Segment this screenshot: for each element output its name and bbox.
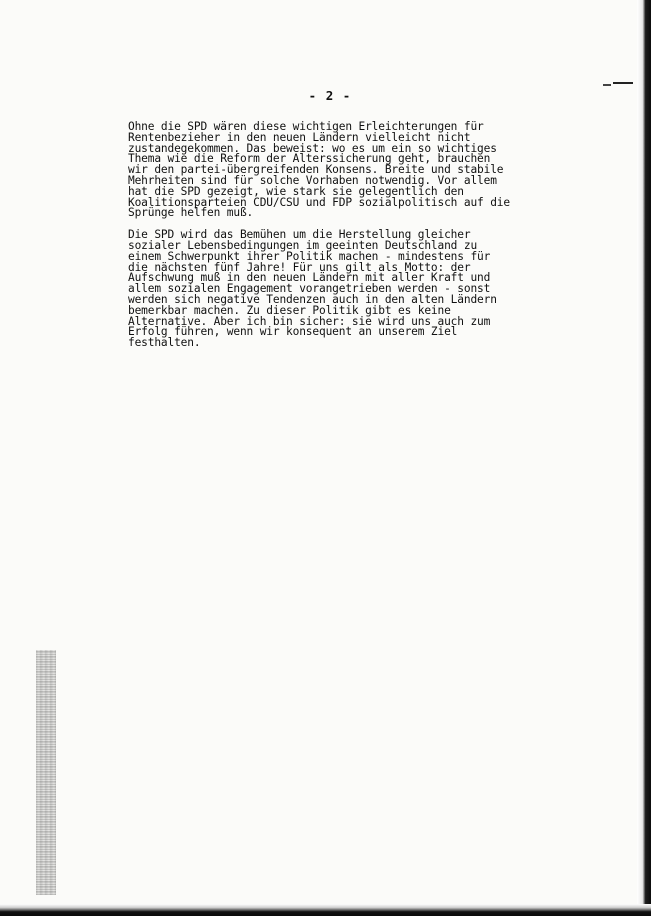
text-line: Sprünge helfen muß. [128, 206, 254, 220]
text-line: Thema wie die Reform der Alterssicherung geht, brauchen [128, 152, 491, 166]
text-line: Koalitionsparteien CDU/CSU und FDP sozialpolitisch auf die [128, 195, 510, 209]
text-line: Aufschwung muß in den neuen Ländern mit aller Kraft und [128, 271, 491, 285]
text-line: Alternative. Aber ich bin sicher: sie wird uns auch zum [128, 314, 491, 328]
text-line: hat die SPD gezeigt, wie stark sie gelegentlich den [128, 184, 464, 198]
scan-mark [603, 84, 611, 86]
text-line: Mehrheiten sind für solche Vorhaben notwendig. Vor allem [128, 173, 497, 187]
text-line: einem Schwerpunkt ihrer Politik machen - mindestens für [128, 249, 491, 263]
text-line: sozialer Lebensbedingungen im geeinten Deutschland zu [128, 238, 478, 252]
text-line: festhalten. [128, 336, 201, 350]
text-line: bemerkbar machen. Zu dieser Politik gibt es keine [128, 303, 451, 317]
text-line: Die SPD wird das Bemühen um die Herstellung gleicher [128, 228, 471, 242]
paragraph-1 [128, 122, 548, 219]
body-text [128, 122, 548, 360]
text-line: Erfolg führen, wenn wir konsequent an unserem Ziel [128, 325, 458, 339]
text-line: zustandegekommen. Das beweist: wo es um ein so wichtiges [128, 141, 497, 155]
page-number: - 2 - [308, 88, 352, 103]
text-line: Ohne die SPD wären diese wichtigen Erleichterungen für [128, 120, 484, 133]
scan-edge-bottom [0, 904, 651, 916]
paragraph-2 [128, 230, 548, 349]
text-line: Rentenbezieher in den neuen Ländern vielleicht nicht [128, 130, 471, 144]
text-line: allem sozialen Engagement vorangetrieben werden - sonst [128, 282, 491, 296]
scan-edge-right [637, 0, 651, 916]
text-line: die nächsten fünf Jahre! Für uns gilt als Motto: der [128, 260, 471, 274]
text-line: wir den partei-übergreifenden Konsens. Breite und stabile [128, 163, 504, 177]
scan-noise-left [36, 650, 56, 895]
scan-mark [613, 82, 633, 84]
text-line: werden sich negative Tendenzen auch in den alten Ländern [128, 292, 497, 306]
